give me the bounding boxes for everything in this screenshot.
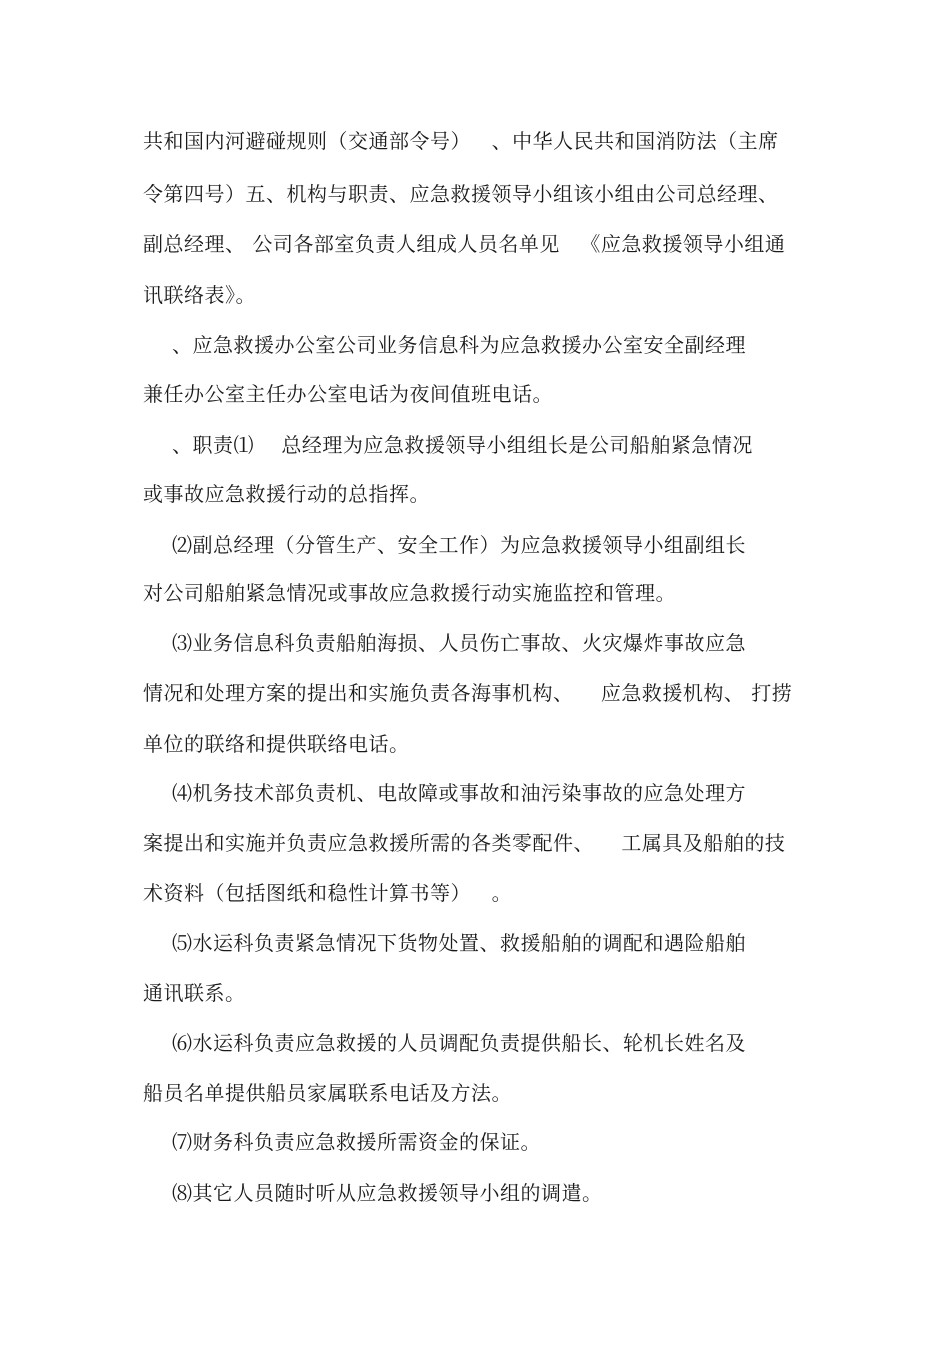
text-line: 案提出和实施并负责应急救援所需的各类零配件、 工属具及船舶的技 xyxy=(143,831,786,855)
paragraph-start-line: ⑸水运科负责紧急情况下货物处置、救援船舶的调配和遇险船舶 xyxy=(172,931,746,955)
text-line: 情况和处理方案的提出和实施负责各海事机构、 应急救援机构、 打捞 xyxy=(143,681,793,705)
paragraph-start-line: ⑷机务技术部负责机、电故障或事故和油污染事故的应急处理方 xyxy=(172,781,746,805)
text-line: 船员名单提供船员家属联系电话及方法。 xyxy=(143,1081,512,1105)
paragraph-start-line: ⑹水运科负责应急救援的人员调配负责提供船长、轮机长姓名及 xyxy=(172,1031,746,1055)
text-line: 单位的联络和提供联络电话。 xyxy=(143,732,410,756)
paragraph-start-line: ⑶业务信息科负责船舶海损、人员伤亡事故、火灾爆炸事故应急 xyxy=(172,631,746,655)
text-line: 对公司船舶紧急情况或事故应急救援行动实施监控和管理。 xyxy=(143,581,676,605)
text-line: 副总经理、 公司各部室负责人组成人员名单见 《应急救援领导小组通 xyxy=(143,232,786,256)
text-line: 通讯联系。 xyxy=(143,981,246,1005)
text-line: 兼任办公室主任办公室电话为夜间值班电话。 xyxy=(143,382,553,406)
text-line: 术资料（包括图纸和稳性计算书等） 。 xyxy=(143,881,513,905)
paragraph-start-line: 、职责⑴ 总经理为应急救援领导小组组长是公司船舶紧急情况 xyxy=(172,433,753,457)
text-line: 共和国内河避碰规则（交通部令号） 、中华人民共和国消防法（主席 xyxy=(143,129,779,153)
paragraph-start-line: ⑻其它人员随时听从应急救援领导小组的调遣。 xyxy=(172,1181,603,1205)
text-line: 或事故应急救援行动的总指挥。 xyxy=(143,482,430,506)
text-line: 令第四号）五、机构与职责、应急救援领导小组该小组由公司总经理、 xyxy=(143,182,779,206)
text-line: 讯联络表》。 xyxy=(143,283,256,307)
paragraph-start-line: 、应急救援办公室公司业务信息科为应急救援办公室安全副经理 xyxy=(172,333,746,357)
paragraph-start-line: ⑺财务科负责应急救援所需资金的保证。 xyxy=(172,1130,541,1154)
paragraph-start-line: ⑵副总经理（分管生产、安全工作）为应急救援领导小组副组长 xyxy=(172,533,746,557)
